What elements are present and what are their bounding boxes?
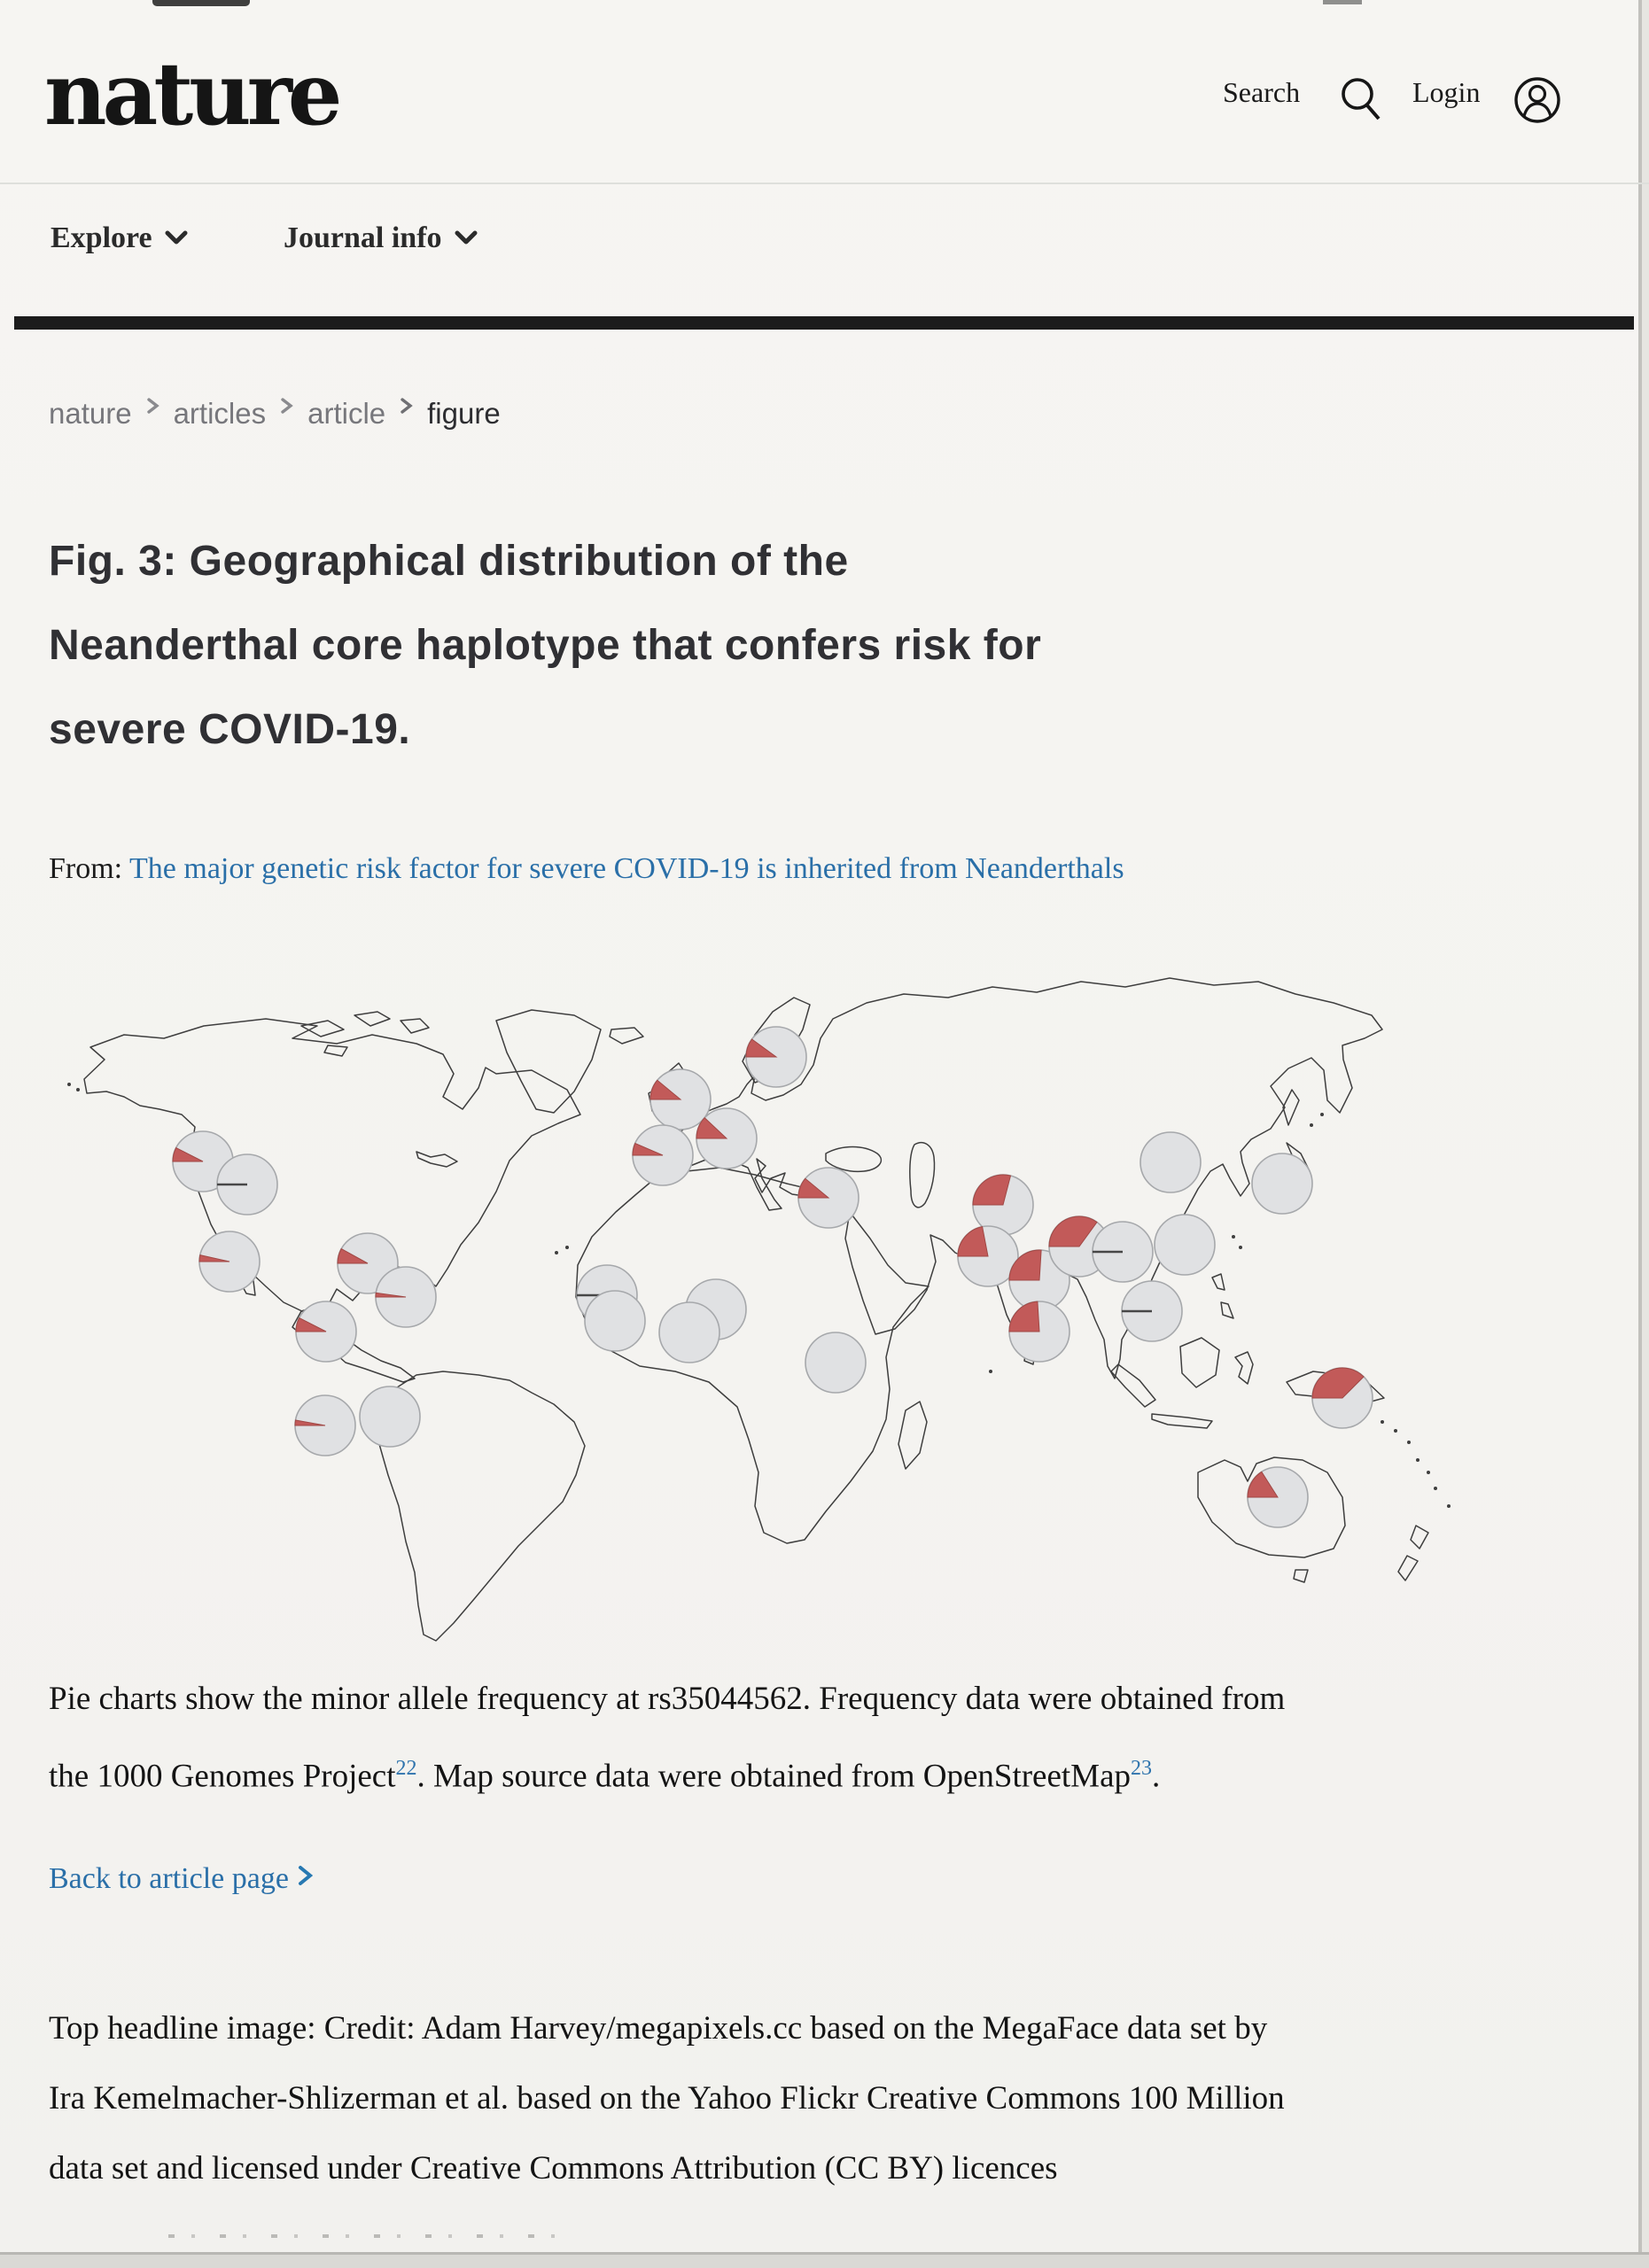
nav-journal-info[interactable] <box>284 221 478 255</box>
breadcrumb-chevron-icon <box>400 398 413 414</box>
chevron-down-icon <box>455 230 478 246</box>
nav-explore-label: Explore <box>51 221 152 254</box>
back-to-article-link[interactable] <box>49 1862 313 1896</box>
scan-smudge <box>152 0 250 6</box>
from-label: From: <box>49 852 130 885</box>
breadcrumb <box>49 397 501 431</box>
account-icon[interactable] <box>1512 74 1565 128</box>
allele-frequency-pies <box>173 1027 1373 1527</box>
pie-marker-east-china <box>1155 1215 1215 1275</box>
search-icon[interactable] <box>1336 74 1386 128</box>
reference-22-link[interactable]: 22 <box>395 1757 417 1780</box>
breadcrumb-chevron-icon <box>146 398 159 414</box>
back-to-article-label[interactable]: Back to article page <box>49 1862 289 1895</box>
pie-marker-peru-east <box>360 1386 420 1447</box>
breadcrumb-articles[interactable]: articles <box>173 397 267 430</box>
caption-text: Pie charts show the minor allele frequency at rs35044562. Frequency data were obtained from <box>49 1681 1286 1717</box>
pie-marker-beijing <box>1140 1132 1201 1192</box>
pie-wedge-south-india-2 <box>1009 1301 1039 1332</box>
paper-edge <box>0 2255 1649 2268</box>
figure-title: Fig. 3: Geographical distribution of the Neanderthal core haplotype that confers risk for severe COVID-19. <box>49 538 1042 753</box>
breadcrumb-chevron-icon <box>280 398 293 414</box>
search-button[interactable]: Search <box>1223 76 1301 108</box>
figure-caption: Pie charts show the minor allele frequency at rs35044562. Frequency data were obtained from the 1000 Genomes Project$^{22}$. Map source data were obtained from OpenStreetMap$^{23}$. <box>49 1681 1286 1795</box>
nature-logo[interactable]: nature <box>44 43 338 144</box>
pie-marker-japan <box>1252 1153 1312 1214</box>
breadcrumb-article[interactable]: article <box>307 397 386 430</box>
reference-23-link[interactable]: 23 <box>1131 1757 1152 1780</box>
nav-rule <box>14 316 1634 330</box>
scan-smudge <box>1323 0 1362 4</box>
nav-journal-info-label: Journal info <box>284 221 442 254</box>
chevron-right-icon <box>298 1865 313 1886</box>
login-button[interactable]: Login <box>1412 76 1481 108</box>
nav-explore[interactable] <box>51 221 188 255</box>
pie-wedge-northwest-india <box>958 1227 988 1256</box>
pie-marker-east-africa <box>805 1332 866 1393</box>
breadcrumb-figure: figure <box>427 397 501 430</box>
breadcrumb-nature[interactable]: nature <box>49 397 132 430</box>
pie-marker-west-africa-2 <box>585 1291 645 1351</box>
header-divider <box>0 183 1649 184</box>
article-link[interactable]: The major genetic risk factor for severe COVID-19 is inherited from Neanderthals <box>129 852 1124 885</box>
from-line <box>49 852 1124 886</box>
chevron-down-icon <box>165 230 188 246</box>
credit-text: Top headline image: Credit: Adam Harvey/megapixels.cc based on the MegaFace data set by Ira Kemelmacher-Shlizerman et al. based on the Yahoo Flickr Creative Commons 100 Million data set and licensed under Creative Commons Attribution (CC BY) licences <box>49 2010 1285 2186</box>
scan-artifact-text <box>168 2234 572 2238</box>
world-map-figure <box>0 928 1649 1680</box>
pie-marker-west-africa-4 <box>659 1302 719 1363</box>
